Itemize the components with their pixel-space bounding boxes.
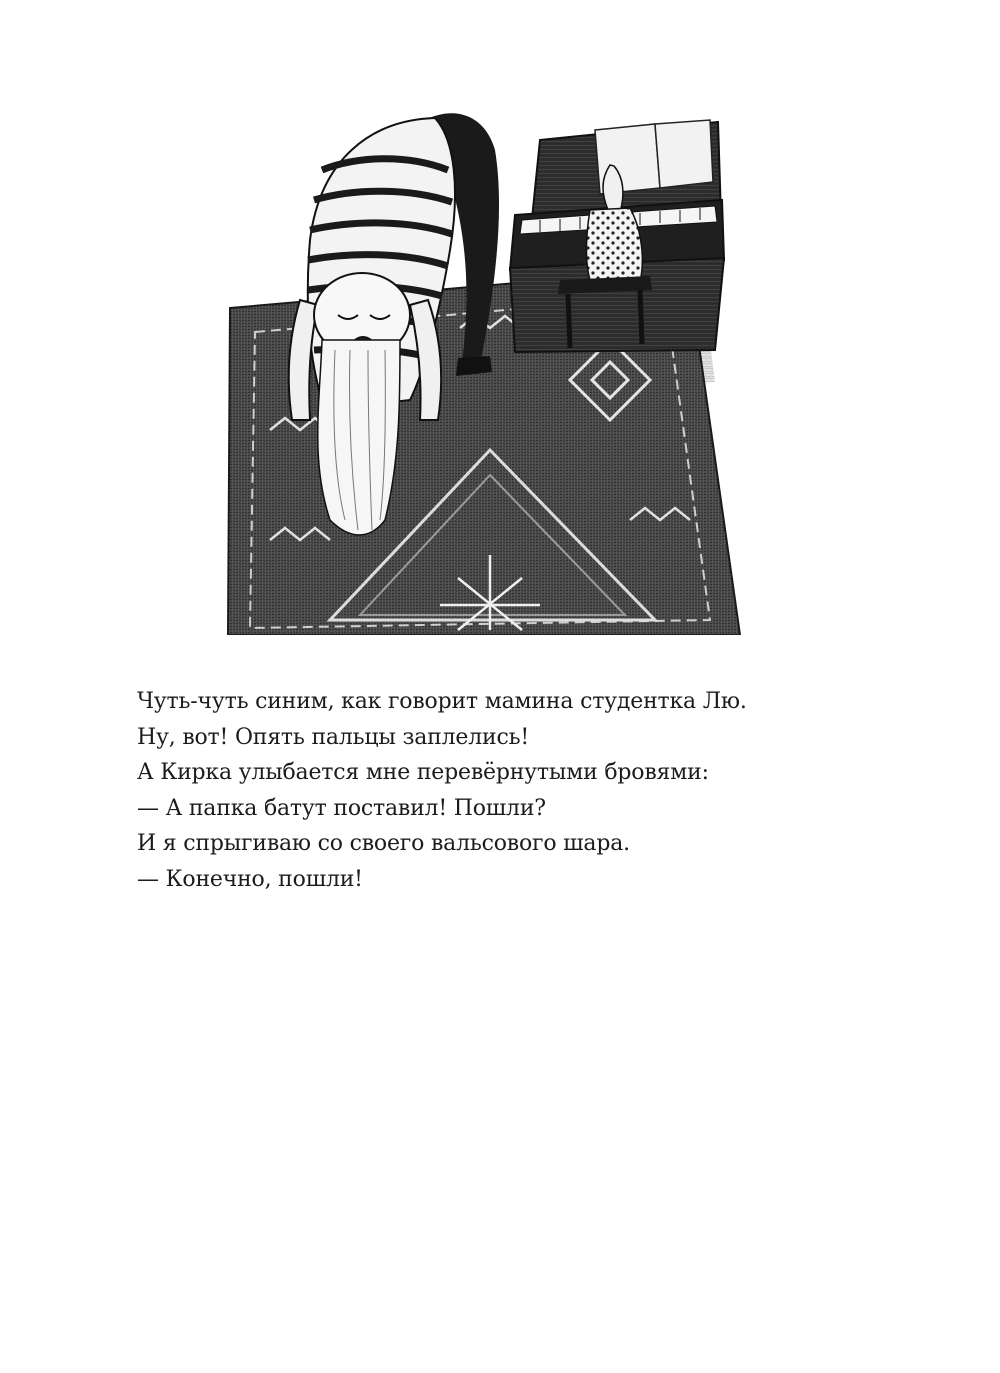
text-line-3: А Кирка улыбается мне перевёрнутыми бровями: [137,760,709,785]
text-line-6: — Конечно, пошли! [137,866,363,892]
illustration [210,100,770,635]
text-line-4: — А папка батут поставил! Пошли? [137,795,546,821]
text-line-1: Чуть-чуть синим, как говорит мамина студентка Лю. [137,689,747,714]
illustration-drawing [210,100,770,635]
text-line-5: И я спрыгиваю со своего вальсового шара. [137,831,630,856]
story-text [137,684,857,897]
text-line-2: Ну, вот! Опять пальцы заплелись! [137,724,530,750]
